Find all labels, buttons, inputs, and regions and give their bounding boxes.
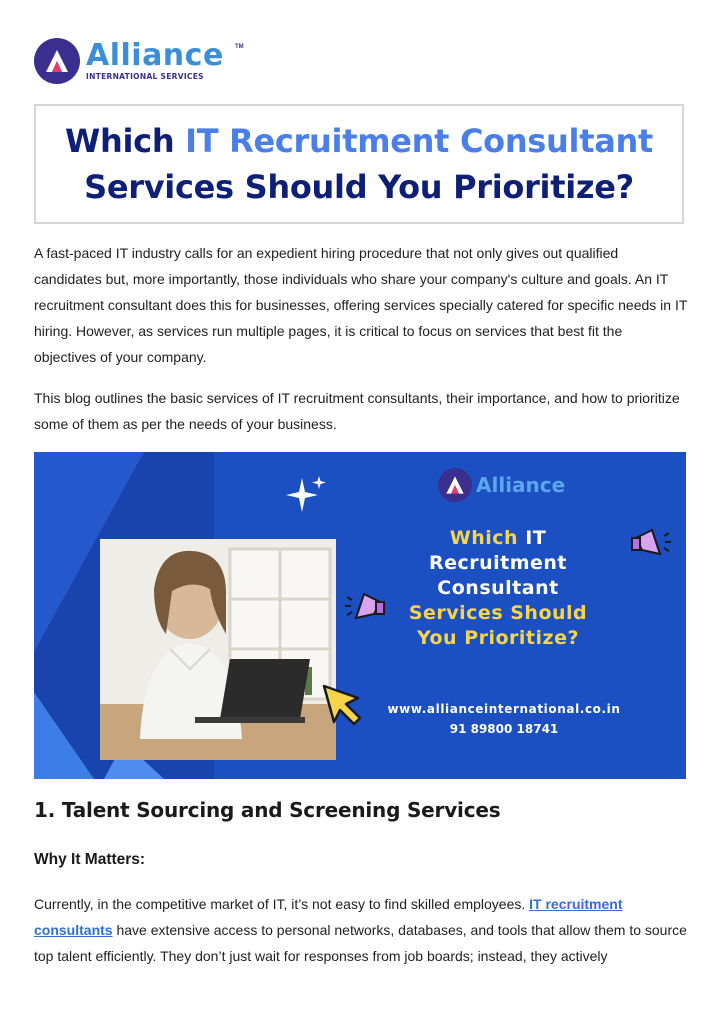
banner-headline-it: IT: [525, 527, 547, 549]
banner-headline: [334, 526, 662, 651]
logo-a-icon: [34, 38, 80, 84]
trademark-mark: TM: [235, 44, 244, 50]
banner-headline-line-3: Consultant: [437, 577, 559, 599]
brand-logo[interactable]: [34, 38, 244, 84]
banner-phone-number: 91 89800 18741: [449, 722, 559, 736]
intro-paragraph-1: A fast-paced IT industry calls for an expedient hiring procedure that not only gives out qualified candidates but, more importantly, those individuals who share your company's culture and goals. An IT recruitment consultant does this for businesses, offering services specially catered for specific needs in IT hiring. However, as services run multiple pages, it is critical to focus on services that best fit the objectives of your company.: [34, 245, 688, 365]
page-title-line-2: Services Should You Prioritize?: [84, 168, 634, 206]
sparkle-icon: [286, 474, 328, 516]
logo-subtitle: INTERNATIONAL SERVICES: [86, 72, 204, 81]
banner-headline-line-2: Recruitment: [428, 552, 568, 574]
section-subheading: Why It Matters:: [34, 851, 146, 868]
title-word-which: Which: [65, 122, 175, 160]
banner-logo-name: Alliance: [476, 473, 566, 497]
banner-logo-a-icon: [438, 468, 472, 502]
it-recruitment-consultants-link[interactable]: IT recruitment consultants: [34, 896, 623, 938]
intro-paragraph-2: This blog outlines the basic services of IT recruitment consultants, their importance, and how to prioritize some of them as per the needs of your business.: [34, 390, 680, 432]
hero-banner-image: [34, 452, 686, 779]
banner-headline-line-5: You Prioritize?: [416, 627, 579, 649]
logo-name: Alliance: [86, 38, 224, 73]
banner-logo: [438, 468, 565, 502]
title-highlight: IT Recruitment Consultant: [185, 122, 653, 160]
section-text-after-link: have extensive access to personal networks, databases, and tools that allow them to source top talent efficiently. They don’t just wait for responses from job boards; instead, they actively: [34, 922, 687, 964]
banner-headline-line-4: Services Should: [408, 602, 588, 624]
section-text-before-link: Currently, in the competitive market of IT, it’s not easy to find skilled employees.: [34, 896, 526, 912]
woman-laptop-photo: [100, 539, 336, 760]
section-heading: 1. Talent Sourcing and Screening Services: [34, 798, 501, 822]
banner-headline-which: Which: [449, 527, 519, 549]
page-title-box: [34, 104, 684, 224]
section-paragraph: [34, 891, 688, 969]
page-title-line-1: [65, 118, 653, 164]
banner-website-url: www.allianceinternational.co.in: [387, 702, 621, 716]
